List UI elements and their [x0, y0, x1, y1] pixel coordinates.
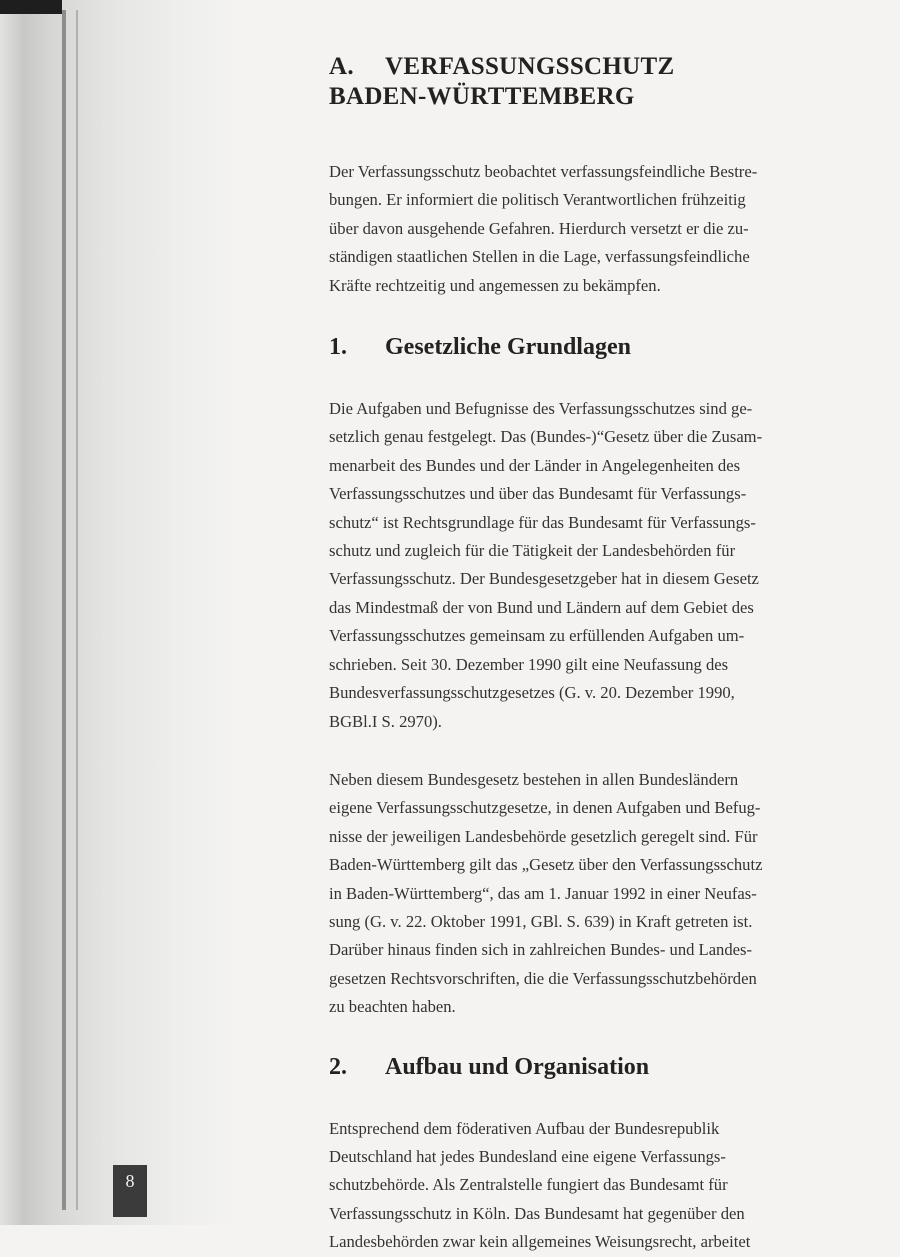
text-line: sung (G. v. 22. Oktober 1991, GBl. S. 639) in Kraft getreten ist.	[329, 911, 753, 931]
text-line: Baden-Württemberg gilt das „Gesetz über den Verfassungsschutz	[329, 855, 763, 875]
chapter-heading	[329, 52, 819, 112]
text-line: Verfassungsschutz. Der Bundesgesetzgeber hat in diesem Gesetz	[329, 569, 759, 589]
text-line: menarbeit des Bundes und der Länder in Angelegenheiten des	[329, 455, 741, 475]
chapter-title-line1: VERFASSUNGSSCHUTZ	[385, 53, 675, 80]
spine-line	[62, 10, 66, 1210]
text-line: bungen. Er informiert die politisch Verantwortlichen frühzeitig	[329, 190, 746, 210]
text-line: Darüber hinaus finden sich in zahlreichen Bundes- und Landes-	[329, 940, 753, 960]
section-2-number: 2.	[329, 1053, 347, 1080]
text-line: Die Aufgaben und Befugnisse des Verfassungsschutzes sind ge-	[329, 399, 753, 419]
section-2-heading	[329, 1052, 819, 1082]
spine-line-secondary	[76, 10, 78, 1210]
section-2-paragraph-1	[329, 1115, 819, 1257]
text-line: Kräfte rechtzeitig und angemessen zu bekämpfen.	[329, 275, 661, 295]
section-1-heading	[329, 332, 819, 362]
text-line: Landesbehörden zwar kein allgemeines Weisungsrecht, arbeitet	[329, 1232, 751, 1252]
text-line: Neben diesem Bundesgesetz bestehen in allen Bundesländern	[329, 769, 739, 789]
section-1-paragraph-2	[329, 766, 819, 1022]
section-1-number: 1.	[329, 334, 347, 361]
text-line: schutzbehörde. Als Zentralstelle fungiert das Bundesamt für	[329, 1175, 728, 1195]
text-line: BGBl.I S. 2970).	[329, 711, 442, 731]
text-line: Verfassungsschutzes und über das Bundesamt für Verfassungs-	[329, 484, 747, 504]
text-line: setzlich genau festgelegt. Das (Bundes-)“Gesetz über die Zusam-	[329, 427, 763, 447]
text-line: das Mindestmaß der von Bund und Ländern auf dem Gebiet des	[329, 597, 754, 617]
text-line: schutz und zugleich für die Tätigkeit der Landesbehörden für	[329, 541, 736, 561]
section-2-title: Aufbau und Organisation	[385, 1053, 650, 1080]
text-line: in Baden-Württemberg“, das am 1. Januar 1992 in einer Neufas-	[329, 883, 757, 903]
chapter-heading-line1	[329, 52, 819, 82]
text-line: über davon ausgehende Gefahren. Hierdurch versetzt er die zu-	[329, 218, 749, 238]
intro-paragraph	[329, 158, 819, 300]
text-line: eigene Verfassungsschutzgesetze, in denen Aufgaben und Befug-	[329, 798, 761, 818]
text-line: gesetzen Rechtsvorschriften, die die Verfassungsschutzbehörden	[329, 968, 757, 988]
page-binding-shadow	[0, 0, 235, 1225]
section-1-title: Gesetzliche Grundlagen	[385, 334, 631, 361]
page-number: 8	[113, 1165, 147, 1217]
chapter-title-line2: BADEN-WÜRTTEMBERG	[329, 83, 635, 110]
text-line: nisse der jeweiligen Landesbehörde gesetzlich geregelt sind. Für	[329, 826, 758, 846]
text-line: schutz“ ist Rechtsgrundlage für das Bundesamt für Verfassungs-	[329, 512, 756, 532]
page-content	[329, 52, 819, 1257]
chapter-letter: A.	[329, 53, 354, 80]
text-line: Der Verfassungsschutz beobachtet verfassungsfeindliche Bestre-	[329, 162, 758, 181]
section-1-paragraph-1	[329, 395, 819, 736]
text-line: Entsprechend dem föderativen Aufbau der Bundesrepublik	[329, 1118, 720, 1138]
corner-mark	[0, 0, 62, 14]
text-line: Bundesverfassungsschutzgesetzes (G. v. 20. Dezember 1990,	[329, 683, 735, 703]
text-line: Deutschland hat jedes Bundesland eine eigene Verfassungs-	[329, 1146, 726, 1166]
text-line: ständigen staatlichen Stellen in die Lage, verfassungsfeindliche	[329, 247, 750, 267]
text-line: zu beachten haben.	[329, 997, 456, 1017]
text-line: Verfassungsschutzes gemeinsam zu erfüllenden Aufgaben um-	[329, 626, 745, 646]
text-line: schrieben. Seit 30. Dezember 1990 gilt eine Neufassung des	[329, 654, 729, 674]
text-line: Verfassungsschutz in Köln. Das Bundesamt hat gegenüber den	[329, 1203, 745, 1223]
